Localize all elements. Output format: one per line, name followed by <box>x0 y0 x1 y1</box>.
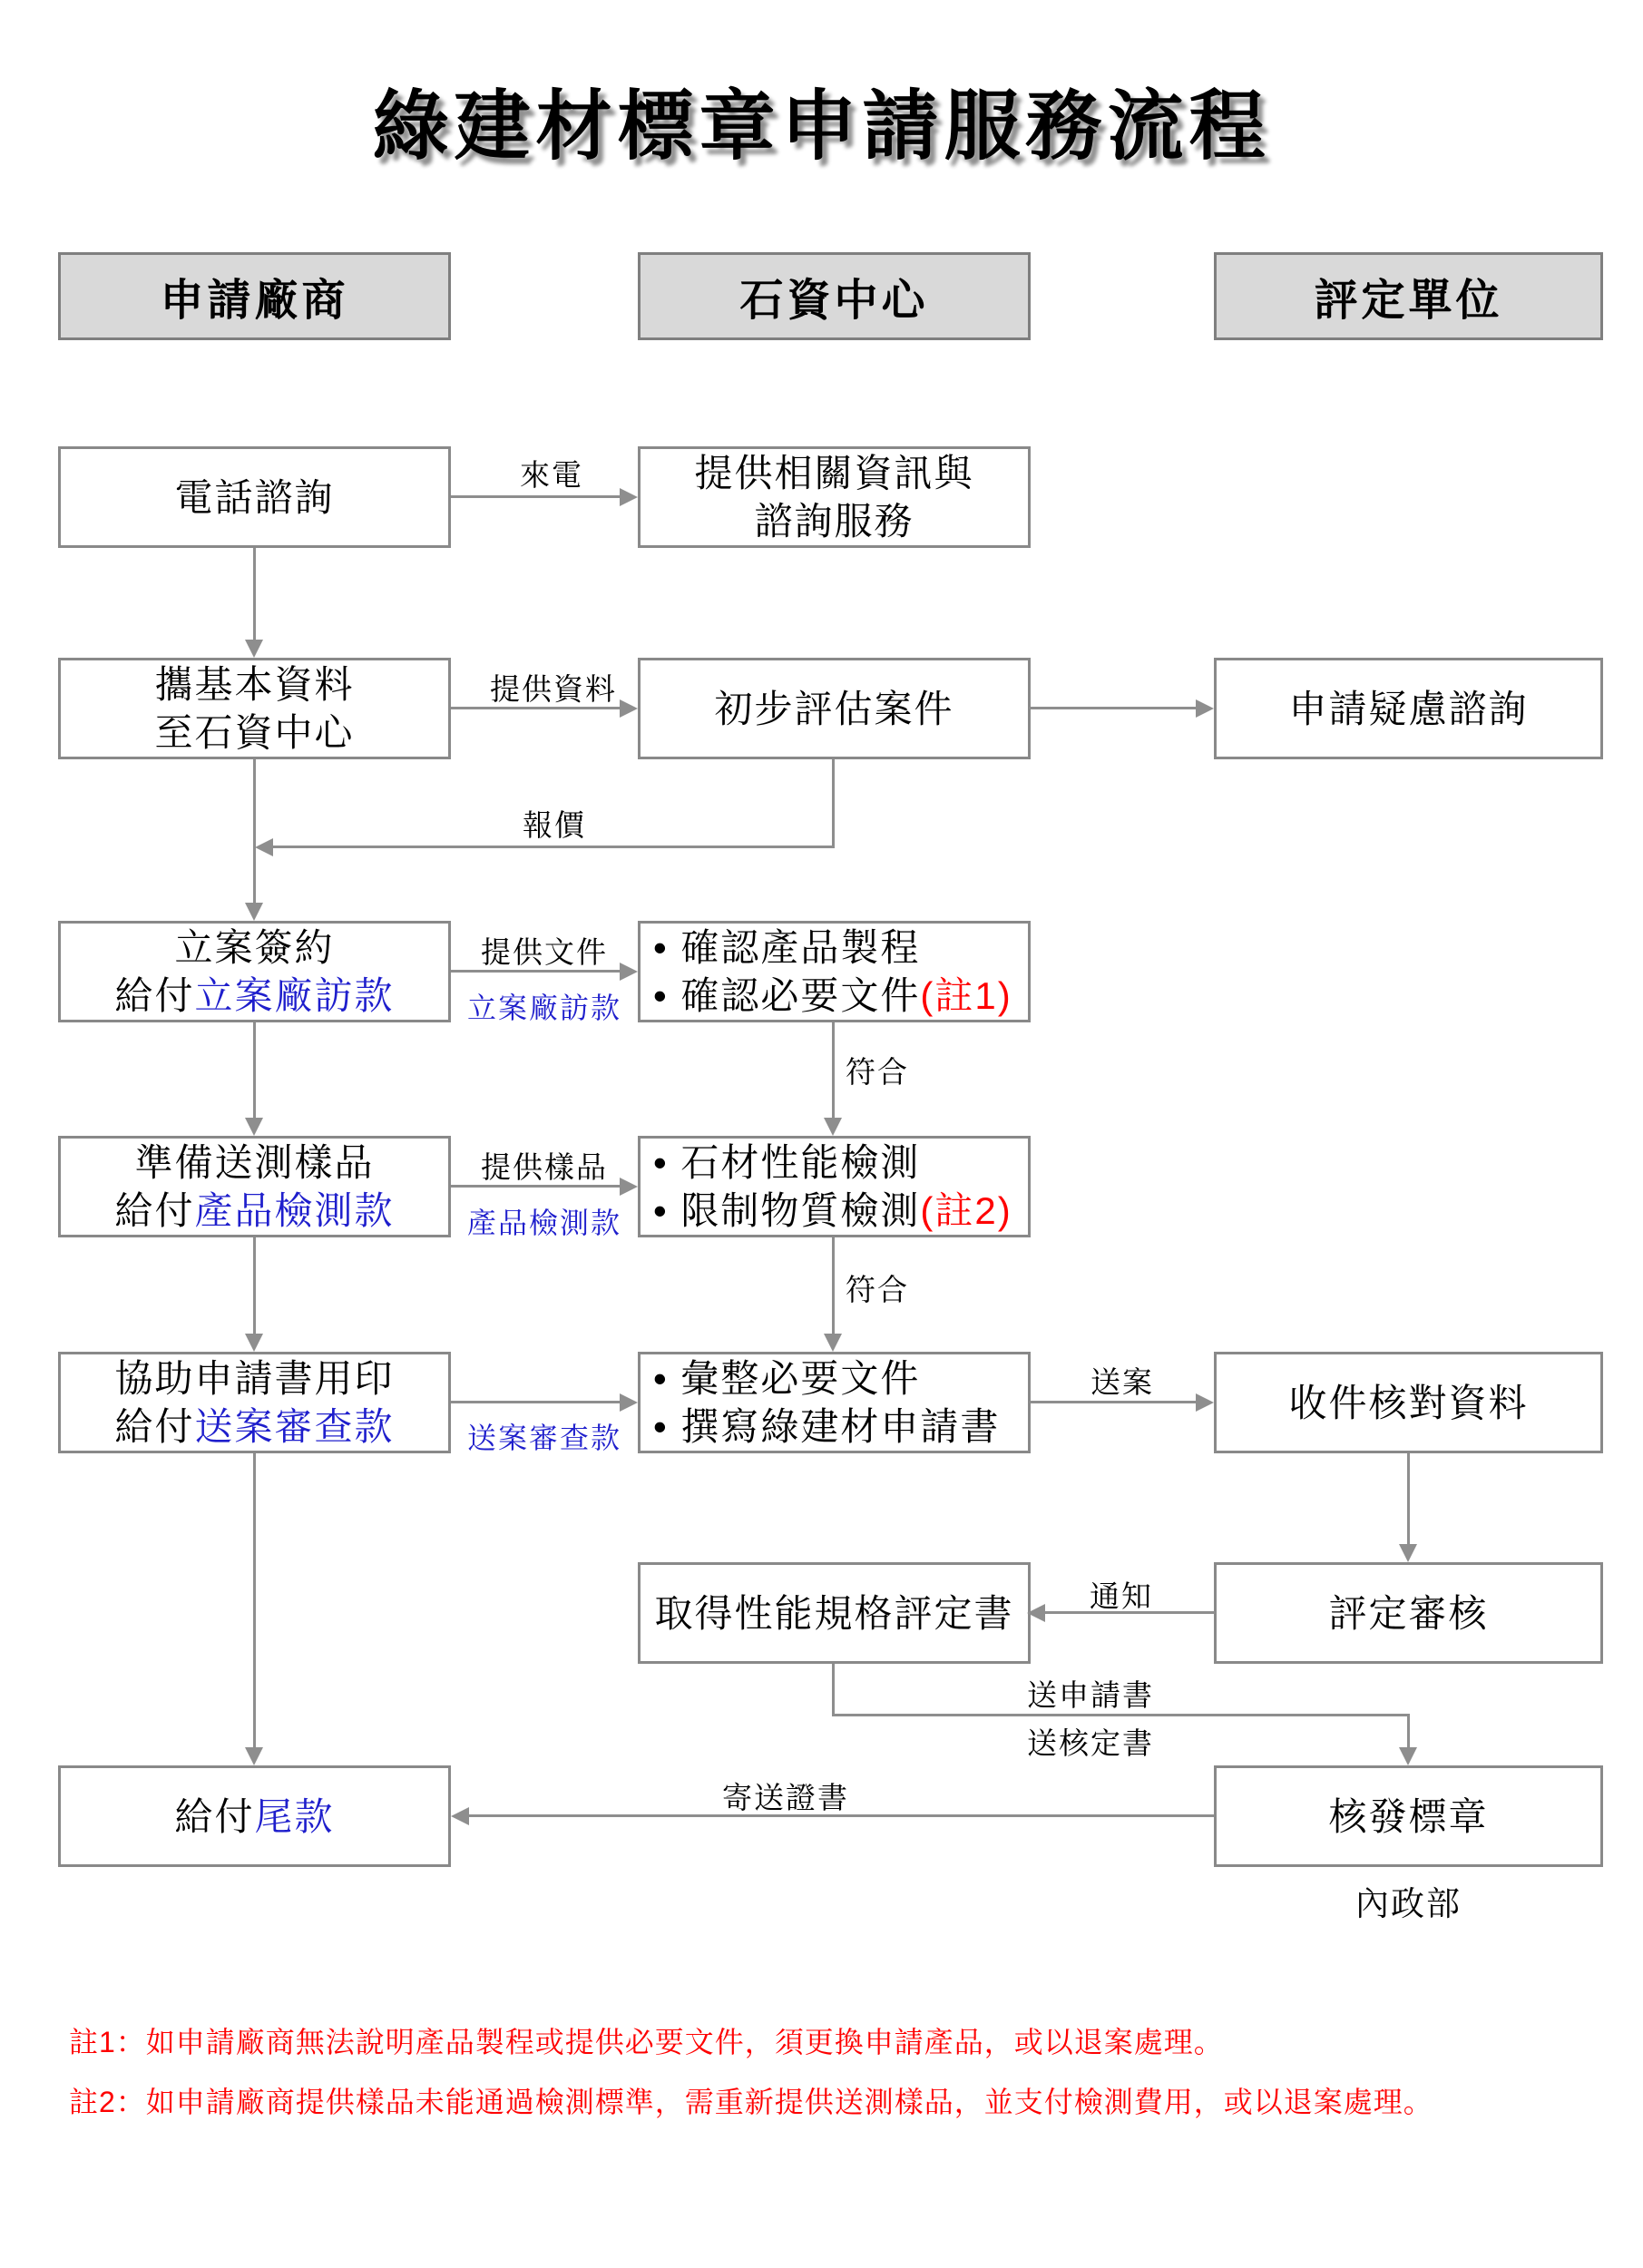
flow-box-sign-contract <box>58 921 451 1022</box>
bullet-item: • 確認產品製程 <box>653 926 921 969</box>
arrowhead-down-sample <box>245 1118 263 1136</box>
arrowhead-left-quote <box>255 838 273 856</box>
arrowhead-left-final <box>451 1807 469 1825</box>
flow-box-receive-check <box>1214 1352 1603 1453</box>
flow-box-assist-stamp <box>58 1352 451 1453</box>
note-1: 註1：如申請廠商無法說明產品製程或提供必要文件，須更換申請產品，或以退案處理。 <box>69 2026 1224 2058</box>
arrowhead-down-final <box>245 1747 263 1765</box>
bullet-item: • 彙整必要文件 <box>653 1357 921 1400</box>
box-text: 至石資中心 <box>154 711 355 754</box>
connector-sample-to-seal <box>253 1237 256 1335</box>
note-ref-1: (註1) <box>920 974 1012 1017</box>
box-text: 準備送測樣品 <box>134 1141 375 1184</box>
connector-issue-drop <box>1407 1715 1410 1749</box>
label-conform-2: 符合 <box>846 1273 909 1306</box>
fee-text-blue: 送案審查款 <box>194 1405 395 1448</box>
connector-assess-to-doubt <box>1030 707 1198 709</box>
box-text: 取得性能規格評定書 <box>654 1591 1014 1635</box>
box-text: 申請疑慮諮詢 <box>1288 687 1529 730</box>
connector-phone-to-info <box>451 495 621 498</box>
box-text: 收件核對資料 <box>1288 1381 1529 1424</box>
fee-text-blue: 尾款 <box>254 1794 335 1838</box>
label-fee-case-visit: 立案廠訪款 <box>466 992 621 1024</box>
flow-box-prepare-samples <box>58 1136 451 1237</box>
arrowhead-right-compile <box>620 1393 638 1412</box>
connector-test-to-compile <box>832 1237 835 1335</box>
arrowhead-down-seal <box>245 1334 263 1352</box>
flow-box-application-doubt-consult <box>1214 658 1603 759</box>
label-fee-case-review: 送案審查款 <box>466 1422 621 1454</box>
arrowhead-down-review <box>1399 1544 1417 1562</box>
box-text: 核發標章 <box>1328 1794 1489 1838</box>
fee-text-blue: 產品檢測款 <box>194 1189 395 1232</box>
box-text: 協助申請書用印 <box>114 1357 395 1400</box>
note-ref-2: (註2) <box>920 1189 1012 1232</box>
label-send-certificate: 寄送證書 <box>722 1781 849 1814</box>
flow-box-initial-assessment <box>638 658 1031 759</box>
box-text: 給付尾款 <box>174 1794 335 1838</box>
arrowhead-down-sign <box>245 903 263 921</box>
connector-obtain-down <box>832 1664 835 1716</box>
note-2: 註2：如申請廠商提供樣品未能通過檢測標準，需重新提供送測樣品，並支付檢測費用，或以退案處理。 <box>69 2086 1433 2118</box>
box-text: 電話諮詢 <box>174 475 335 519</box>
label-fee-product-test: 產品檢測款 <box>466 1207 621 1239</box>
bullet-item: • 撰寫綠建材申請書 <box>653 1405 1001 1448</box>
flow-box-evaluation-review <box>1214 1562 1603 1664</box>
flow-box-final-payment <box>58 1765 451 1867</box>
connector-confirm-to-test <box>832 1022 835 1119</box>
box-text: 給付送案審查款 <box>114 1405 395 1448</box>
connector-sign-to-sample <box>253 1022 256 1119</box>
arrowhead-down-issue <box>1399 1747 1417 1765</box>
connector-receive-to-review <box>1407 1453 1410 1546</box>
flow-box-issue-label <box>1214 1765 1603 1867</box>
moi-caption: 內政部 <box>1355 1885 1462 1922</box>
box-text: 評定審核 <box>1328 1591 1489 1635</box>
connector-assess-down <box>832 759 835 848</box>
arrowhead-down-basic <box>245 640 263 658</box>
box-text: 提供相關資訊與 <box>694 452 974 494</box>
flow-box-stone-testing <box>638 1136 1031 1237</box>
connector-seal-to-final <box>253 1453 256 1749</box>
label-incoming-call: 來電 <box>520 458 583 492</box>
connector-basic-to-sign <box>253 759 256 904</box>
label-notify: 通知 <box>1090 1579 1153 1613</box>
connector-phone-to-basic <box>253 548 256 641</box>
flow-box-phone-consult <box>58 446 451 548</box>
box-text: 攜基本資料 <box>154 663 355 706</box>
flow-box-confirm-process <box>638 921 1031 1022</box>
arrowhead-down-test <box>824 1118 842 1136</box>
box-text: 立案簽約 <box>174 926 335 969</box>
flow-box-compile-documents <box>638 1352 1031 1453</box>
column-header-applicant: 申請廠商 <box>58 252 451 340</box>
label-provide-samples: 提供樣品 <box>481 1150 608 1184</box>
box-text: 給付立案廠訪款 <box>114 974 395 1017</box>
label-provide-data: 提供資料 <box>490 672 617 706</box>
flow-box-bring-basic-data <box>58 658 451 759</box>
box-text: 給付產品檢測款 <box>114 1189 395 1232</box>
box-text: 初步評估案件 <box>714 687 954 730</box>
label-send-case: 送案 <box>1090 1365 1154 1399</box>
label-provide-documents: 提供文件 <box>481 935 608 969</box>
label-send-application: 送申請書 <box>1027 1678 1154 1712</box>
arrowhead-right-doubt <box>1196 699 1214 718</box>
box-text: 諮詢服務 <box>754 500 914 543</box>
connector-seal-to-compile <box>451 1401 621 1403</box>
fee-text-blue: 立案廠訪款 <box>194 974 395 1017</box>
page-title: 綠建材標章申請服務流程 <box>372 83 1271 169</box>
flow-box-obtain-certificate <box>638 1562 1031 1664</box>
connector-quote <box>272 846 833 848</box>
flow-box-provide-info <box>638 446 1031 548</box>
column-header-evaluator: 評定單位 <box>1214 252 1603 340</box>
arrowhead-down-compile <box>824 1334 842 1352</box>
label-conform-1: 符合 <box>846 1055 909 1089</box>
label-send-approval: 送核定書 <box>1027 1726 1154 1760</box>
column-header-stone-center: 石資中心 <box>638 252 1031 340</box>
bullet-item: • 確認必要文件(註1) <box>653 974 1012 1017</box>
label-quote: 報價 <box>523 808 586 842</box>
bullet-item: • 石材性能檢測 <box>653 1141 921 1184</box>
bullet-item: • 限制物質檢測(註2) <box>653 1189 1012 1232</box>
